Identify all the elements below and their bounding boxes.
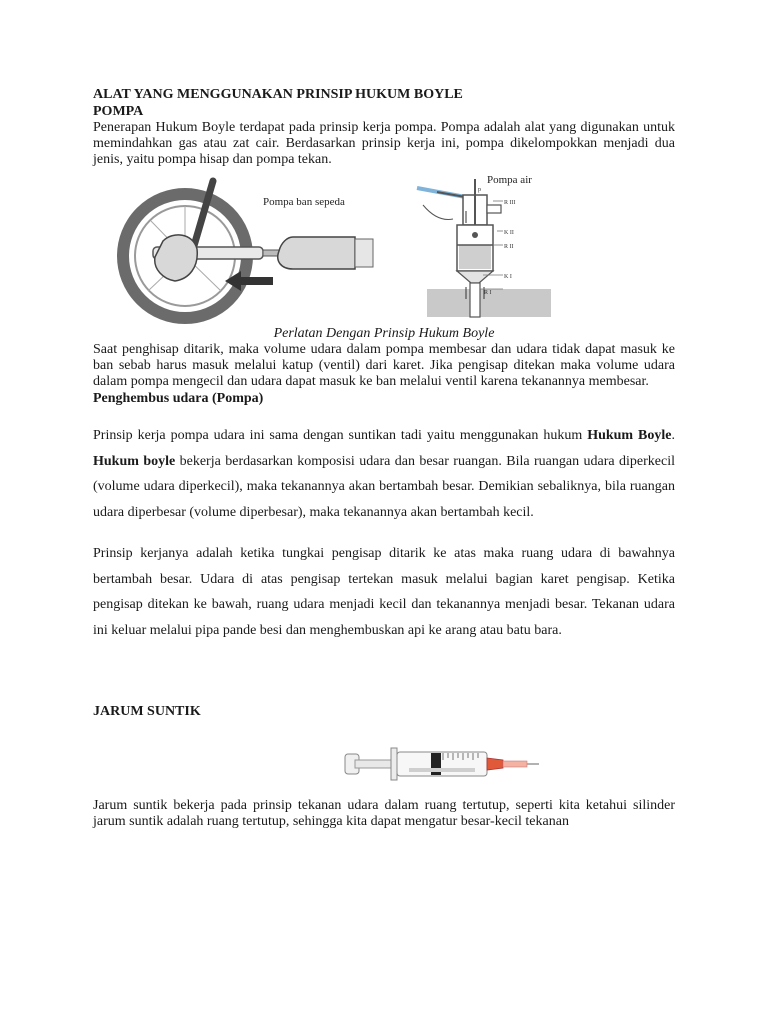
document-content — [93, 86, 675, 830]
water-pump-label: Pompa air — [487, 174, 532, 186]
pump-illustration — [93, 171, 675, 326]
label-r1: R I — [484, 290, 492, 296]
bold-term: Hukum boyle — [93, 453, 176, 469]
paragraph-boyle-principle — [93, 423, 675, 525]
figure-caption: Perlatan Dengan Prinsip Hukum Boyle — [273, 326, 495, 341]
paragraph-intro: Penerapan Hukum Boyle terdapat pada prinsip kerja pompa. Pompa adalah alat yang digunakan untuk memindahkan gas atau zat cair. Berdasarkan prinsip kerja ini, pompa dikelompokkan menjadi dua jenis, yaitu pompa hisap dan pompa tekan. — [93, 120, 675, 167]
section-title-penghembus: Penghembus udara (Pompa) — [93, 391, 264, 406]
paragraph-text: Prinsip kerja pompa udara ini sama dengan suntikan tadi yaitu menggunakan hukum — [93, 428, 588, 443]
syringe-figure — [93, 734, 675, 786]
page-title: ALAT YANG MENGGUNAKAN PRINSIP HUKUM BOYLE — [93, 87, 463, 102]
paragraph-pump-explanation: Saat penghisap ditarik, maka volume udara dalam pompa membesar dan udara tidak dapat masuk ke ban sebab harus masuk melalui katup (ventil) dari karet. Jika pengisap ditekan maka volume udara dalam pompa mengecil dan udara dapat masuk ke ban melalui ventil karena tekanannya membesar. — [93, 342, 675, 389]
paragraph-text: . — [671, 428, 675, 443]
paragraph-text: bekerja berdasarkan komposisi udara dan besar ruangan. Bila ruangan udara diperkecil (volume udara diperkecil), maka tekanannya akan bertambah besar. Demikian sebaliknya, bila ruangan udara diperbesar (volume diperbesar), maka tekanannya akan bertambah kecil. — [93, 453, 675, 520]
label-r3: R III — [504, 200, 516, 206]
label-p: p — [478, 187, 481, 193]
section-title-pompa: POMPA — [93, 104, 144, 119]
syringe-illustration — [93, 734, 675, 786]
paragraph-working-principle: Prinsip kerjanya adalah ketika tungkai pengisap ditarik ke atas maka ruang udara di bawahnya bertambah besar. Udara di atas pengisap tertekan masuk melalui bagian karet pengisap. Ketika pengisap ditekan ke bawah, ruang udara menjadi kecil dan tekanannya menjadi besar. Tekanan udara ini keluar melalui pipa pande besi dan menghembuskan api ke arang atau batu bara. — [93, 546, 675, 638]
section-title-jarum-suntik: JARUM SUNTIK — [93, 704, 201, 719]
label-k2: K II — [504, 230, 514, 236]
water-pump-drawing — [417, 179, 551, 317]
paragraph-syringe: Jarum suntik bekerja pada prinsip tekanan udara dalam ruang tertutup, seperti kita ketahui silinder jarum suntik adalah ruang tertutup, sehingga kita dapat mengatur besar-kecil tekanan — [93, 798, 675, 829]
bike-pump-label: Pompa ban sepeda — [263, 196, 345, 208]
label-k1: K I — [504, 274, 512, 280]
pump-figure — [93, 171, 675, 326]
bold-term: Hukum Boyle — [587, 428, 672, 443]
label-r2: R II — [504, 244, 514, 250]
